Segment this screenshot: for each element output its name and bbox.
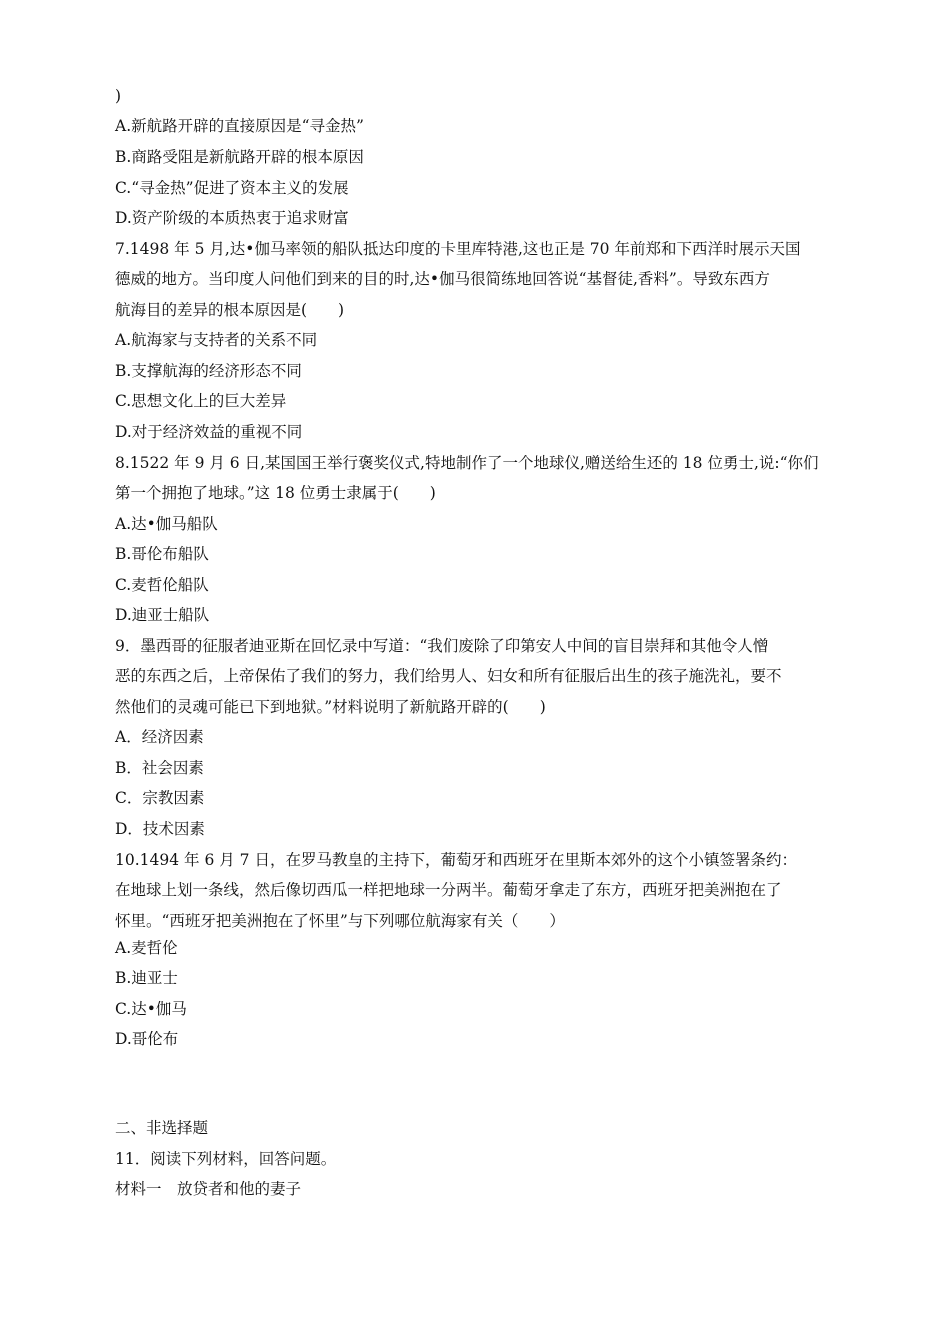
q9-option-c: C．宗教因素 (115, 789, 205, 807)
q7-option-d: D.对于经济效益的重视不同 (115, 423, 303, 441)
q6-option-a: A.新航路开辟的直接原因是“寻金热” (115, 117, 364, 135)
q6-option-c: C.“寻金热”促进了资本主义的发展 (115, 179, 349, 197)
q8-option-c: C.麦哲伦船队 (115, 576, 209, 594)
q11-stem: 11．阅读下列材料，回答问题。 (115, 1150, 337, 1168)
q9-option-a: A．经济因素 (115, 728, 204, 746)
q8-stem-line-1: 8.1522 年 9 月 6 日,某国国王举行褒奖仪式,特地制作了一个地球仪,赠送给生还的 18 位勇士,说:“你们 (115, 454, 819, 472)
q10-option-a: A.麦哲伦 (115, 939, 178, 957)
q7-stem-line-3: 航海目的差异的根本原因是( ) (115, 301, 345, 319)
q10-stem-line-2: 在地球上划一条线，然后像切西瓜一样把地球一分两半。葡萄牙拿走了东方，西班牙把美洲抱在了 (115, 881, 782, 899)
q8-option-a: A.达•伽马船队 (115, 515, 218, 533)
q8-option-b: B.哥伦布船队 (115, 545, 209, 563)
q7-option-b: B.支撑航海的经济形态不同 (115, 362, 302, 380)
q10-stem-line-1: 10.1494 年 6 月 7 日，在罗马教皇的主持下，葡萄牙和西班牙在里斯本郊外的这个小镇签署条约： (115, 851, 797, 869)
q10-option-b: B.迪亚士 (115, 969, 178, 987)
q7-stem-line-2: 德威的地方。当印度人问他们到来的目的时,达•伽马很简练地回答说“基督徒,香料”。导致东西方 (115, 270, 770, 288)
q10-option-c: C.达•伽马 (115, 1000, 187, 1018)
q6-option-b: B.商路受阻是新航路开辟的根本原因 (115, 148, 364, 166)
q6-option-d: D.资产阶级的本质热衷于追求财富 (115, 209, 349, 227)
q9-option-b: B．社会因素 (115, 759, 204, 777)
q10-stem-line-3: 怀里。“西班牙把美洲抱在了怀里”与下列哪位航海家有关（ ） (115, 912, 565, 930)
q11-material-one-title: 材料一 放贷者和他的妻子 (115, 1180, 302, 1198)
section-heading-non-choice: 二、非选择题 (115, 1119, 209, 1137)
q8-option-d: D.迪亚士船队 (115, 606, 210, 624)
q9-stem-line-1: 9．墨西哥的征服者迪亚斯在回忆录中写道：“我们废除了印第安人中间的盲目崇拜和其他令人憎 (115, 637, 769, 655)
prev-question-close-paren: ) (115, 87, 122, 105)
q10-option-d: D.哥伦布 (115, 1030, 179, 1048)
q8-stem-line-2: 第一个拥抱了地球。”这 18 位勇士隶属于( ) (115, 484, 436, 502)
q7-stem-line-1: 7.1498 年 5 月,达•伽马率领的船队抵达印度的卡里库特港,这也正是 70 年前郑和下西洋时展示天国 (115, 240, 801, 258)
q9-stem-line-2: 恶的东西之后，上帝保佑了我们的努力，我们给男人、妇女和所有征服后出生的孩子施洗礼，要不 (115, 667, 782, 685)
q7-option-c: C.思想文化上的巨大差异 (115, 392, 287, 410)
q9-stem-line-3: 然他们的灵魂可能已下到地狱。”材料说明了新航路开辟的( ) (115, 698, 546, 716)
q7-option-a: A.航海家与支持者的关系不同 (115, 331, 318, 349)
q9-option-d: D．技术因素 (115, 820, 205, 838)
